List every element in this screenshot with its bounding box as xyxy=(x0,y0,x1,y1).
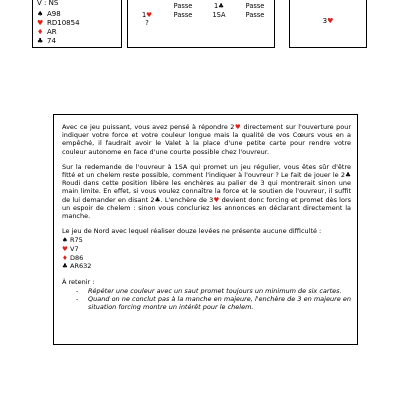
hand-diagram xyxy=(32,0,122,48)
hand-line-diamonds xyxy=(37,28,57,37)
hand-cards: AR xyxy=(47,28,57,36)
bid-header-north xyxy=(202,0,236,1)
bid-west: Passe xyxy=(173,2,193,10)
explanation-panel xyxy=(53,114,358,345)
hand-line-spades xyxy=(37,10,61,19)
north-hand xyxy=(62,236,351,270)
north-hand-line-diamonds: ♦ D86 xyxy=(62,253,84,262)
answer-box xyxy=(289,0,367,48)
bid-east: Passe xyxy=(245,2,265,10)
paragraph-north-intro: Le jeu de Nord avec lequel réaliser douze levées ne présente aucune difficulté : xyxy=(62,227,322,236)
club-icon: ♣ xyxy=(218,2,225,10)
list-item: - Répéter une couleur avec un saut promet toujours un minimum de six cartes. xyxy=(76,287,342,296)
bid-header-west xyxy=(166,0,200,1)
list-item: - Quand on ne conclut pas à la manche en majeure, l'enchère de 3 en majeure en situation forcing montre un intérêt pour le chelem. xyxy=(76,295,351,312)
hand-line-clubs xyxy=(37,37,56,46)
hand-cards: 74 xyxy=(47,37,56,45)
bid-east: Passe xyxy=(245,11,265,19)
spade-icon: ♠ xyxy=(62,236,68,245)
club-icon: ♣ xyxy=(62,262,68,271)
retain-list xyxy=(62,287,351,312)
diamond-icon: ♦ xyxy=(62,253,68,262)
bid-south: 1♥ xyxy=(141,11,153,19)
north-hand-line-clubs: ♣ AR632 xyxy=(62,262,92,271)
spade-icon: ♠ xyxy=(37,10,44,18)
bid-south-question: ? xyxy=(145,19,149,27)
paragraph-rebid: Sur la redemande de l'ouvreur à 1SA qui promet un jeu régulier, vous êtes sûr d'être fitté et un chelem reste possible, comment l'indiquer à l'ouvreur ? Le fait de jouer le 2♣ Roudi dans cette position libère les enchères au palier de 3 qui montrerait sinon une main limite. En effet, si vous voulez connaître la force et le soutien de l'ouvreur, il suffit de lui demander en disant 2♣. L'enchère de 3♥ devient donc forcing et promet dès lors un espoir de chelem : sinon vous concluriez les annonces en déclarant directement la manche. xyxy=(62,162,352,221)
heart-icon: ♥ xyxy=(146,11,153,19)
hand-line-hearts xyxy=(37,19,80,28)
bid-header-south xyxy=(130,0,164,1)
club-icon: ♣ xyxy=(37,37,44,45)
hand-cards: A98 xyxy=(47,10,61,18)
bid-north: 1SA xyxy=(212,11,226,19)
vulnerability-label: V : NS xyxy=(37,0,59,7)
heart-icon: ♥ xyxy=(327,17,334,25)
diamond-icon: ♦ xyxy=(37,28,44,36)
bid-north: 1♣ xyxy=(213,2,225,10)
north-hand-line-spades: ♠ R75 xyxy=(62,236,83,245)
hand-cards: RD10854 xyxy=(47,19,80,27)
bid-west: Passe xyxy=(173,11,193,19)
answer-bid: 3♥ xyxy=(322,17,334,25)
retain-title: À retenir : xyxy=(62,277,95,286)
paragraph-intro: Avec ce jeu puissant, vous avez pensé à répondre 2♥ directement sur l'ouverture pour indiquer votre force et votre couleur longue mais la qualité de vos Cœurs vous en a empêché, il faudrait avoir le Valet à la place d'une petite carte pour rendre votre couleur autonome en face d'une courte possible chez l'ouvreur. xyxy=(62,123,351,156)
heart-icon: ♥ xyxy=(62,245,68,254)
bidding-table xyxy=(127,0,275,48)
north-hand-line-hearts: ♥ V7 xyxy=(62,245,79,254)
heart-icon: ♥ xyxy=(37,19,44,27)
bid-header-east xyxy=(238,0,272,1)
